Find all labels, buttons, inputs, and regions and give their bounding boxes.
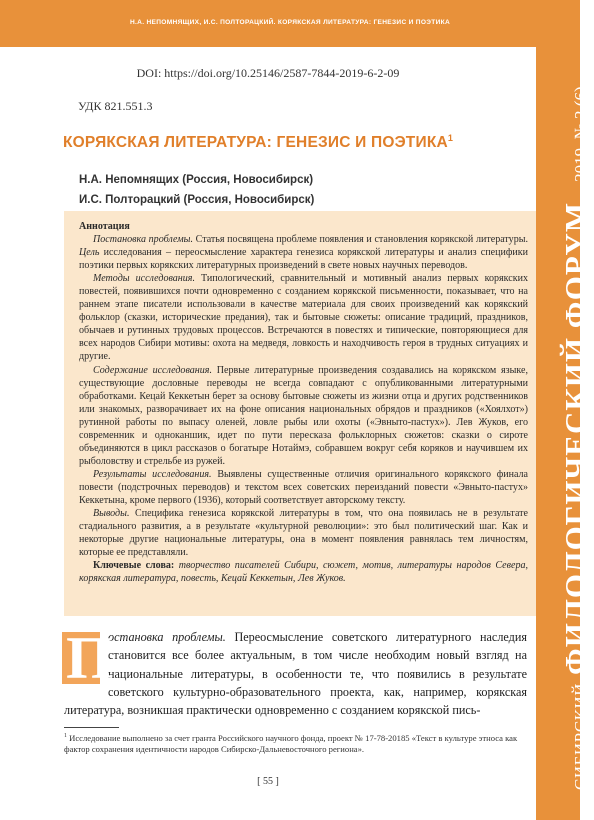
abstract-goal-label: Цель — [79, 247, 100, 259]
journal-spine-title — [558, 86, 594, 790]
abstract-keywords — [79, 559, 528, 585]
journal-issue: 2019. № 2 (6) — [571, 86, 590, 182]
article-title-text: КОРЯКСКАЯ ЛИТЕРАТУРА: ГЕНЕЗИС И ПОЭТИКА — [63, 134, 448, 152]
author-1: Н.А. Непомнящих (Россия, Новосибирск) — [79, 174, 314, 186]
udk-code: УДК 821.551.3 — [78, 99, 153, 113]
abstract-content-text: Первые литературные произведения создавались на корякском языке, существующие дословные переводы не всегда совпадают с опубликованными литературными обработками. Кецай Кеккетын берет за основу бытовые сюжеты из жизни отца и других родственников или знакомых, разворачивает их на фоне описания национальных обрядов и праздников («Хоялхот») рутинной работы по выпасу оленей, ловле рыбы или охоты («Эвныто-пастух»). Лев Жуков, его современник и одноканшик, идет по пути пересказа фольклорных сюжетов: сказки о сироте объединяются в цикл рассказов о богатыре Нотаймэ, собравшем вокруг себя коряков и научившем их рыболовству и стрельбе из ружей. — [79, 364, 528, 467]
authors — [79, 170, 314, 210]
journal-name-part1: СИБИРСКИЙ — [571, 682, 590, 790]
abstract-conclusions-text: Специфика генезиса корякской литературы в том, что она появилась не в результате стадиального развития, а в результате «культурной революции»: это был политический шаг. Как и некоторые другие национальные литературы, она в момент появления равнялась тем личностям, которые ее представляли. — [79, 508, 528, 559]
keywords-text: творчество писателей Сибири, сюжет, мотив, литературы народов Севера, корякская литература, повесть, Кецай Кеккетын, Лев Жуков. — [79, 560, 528, 585]
abstract-conclusions — [79, 507, 528, 559]
journal-name-part2: ФИЛОЛОГИЧЕСКИЙ ФОРУМ — [558, 201, 593, 675]
doi: DOI: https://doi.org/10.25146/2587-7844-2019-6-2-09 — [136, 66, 400, 80]
abstract-methods-text: Типологический, сравнительный и мотивный анализ первых корякских повестей, появившихся почти одновременно с созданием корякской письменности, показывает, что на раннем этапе писатели использовали в качестве материала для своих произведений как корякский фольклор (сказки, исторические предания), так и бытовые сюжеты: описание традиций, праздников, обычаев и рутинных трудовых процессов. Встречаются в повестях и типические, повторяющиеся для всех народов Сибири мотивы: охота на медведя, ловкость и находчивость героя в трудных ситуациях и другие. — [79, 273, 528, 363]
abstract-heading: Аннотация — [79, 221, 130, 232]
article-title — [63, 133, 453, 152]
running-head: Н.А. НЕПОМНЯЩИХ, И.С. ПОЛТОРАЦКИЙ. КОРЯКСКАЯ ЛИТЕРАТУРА: ГЕНЕЗИС И ПОЭТИКА — [129, 19, 451, 26]
footnote-text: Исследование выполнено за счет гранта Российского научного фонда, проект № 17-78-20185 «Текст в культуре этноса как фактор сохранения идентичности народов Сибирско-Дальневосточного региона». — [64, 732, 518, 755]
footnote-divider — [64, 727, 119, 728]
drop-cap — [62, 625, 113, 691]
header-bar — [0, 0, 580, 47]
abstract-content-label: Содержание исследования. — [93, 364, 212, 376]
keywords-label: Ключевые слова: — [93, 560, 175, 572]
abstract-methods-label: Методы исследования. — [93, 273, 195, 285]
footnote — [64, 731, 524, 756]
author-2: И.С. Полторацкий (Россия, Новосибирск) — [79, 194, 315, 206]
body-text — [64, 625, 527, 719]
drop-cap-letter: П — [66, 625, 113, 691]
abstract-methods — [79, 272, 528, 363]
footnote-mark: 1 — [64, 733, 67, 739]
abstract-content — [79, 364, 528, 468]
abstract-problem-text: Статья посвящена проблеме появления и становления корякской литературы. — [192, 234, 528, 246]
abstract-goal-text: исследования – переосмысление характера генезиса корякской литературы и анализ специфики поэтики первых корякских литературных произведений в свете новых научных переводов. — [79, 247, 528, 272]
body-paragraph: Переосмысление советского литературного наследия становится все более актуальным, в том числе необходим новый взгляд на национальные литературы, в особенности те, что появились в результате советского культурно-образовательного проекта, как, например, корякская литература, возникшая практически одновременно с созданием корякской пись- — [64, 630, 527, 718]
abstract-problem-label: Постановка проблемы. — [93, 234, 193, 246]
abstract-conclusions-label: Выводы. — [93, 508, 130, 520]
abstract-box — [64, 211, 536, 616]
abstract-results — [79, 468, 528, 507]
abstract-problem — [79, 233, 528, 272]
title-footnote-mark: 1 — [447, 133, 454, 143]
abstract-results-text: Выявлены существенные отличия оригинального корякского финала повести (подстрочных переводов) и текстом всех советских переизданий повести «Эвныто-пастух» Кеккетына, кроме первого (1936), который соответствует авторскому тексту. — [79, 468, 529, 506]
page-number: [ 55 ] — [257, 776, 279, 787]
body-section-label: остановка проблемы. — [108, 630, 226, 644]
abstract-results-label: Результаты исследования. — [93, 468, 212, 480]
